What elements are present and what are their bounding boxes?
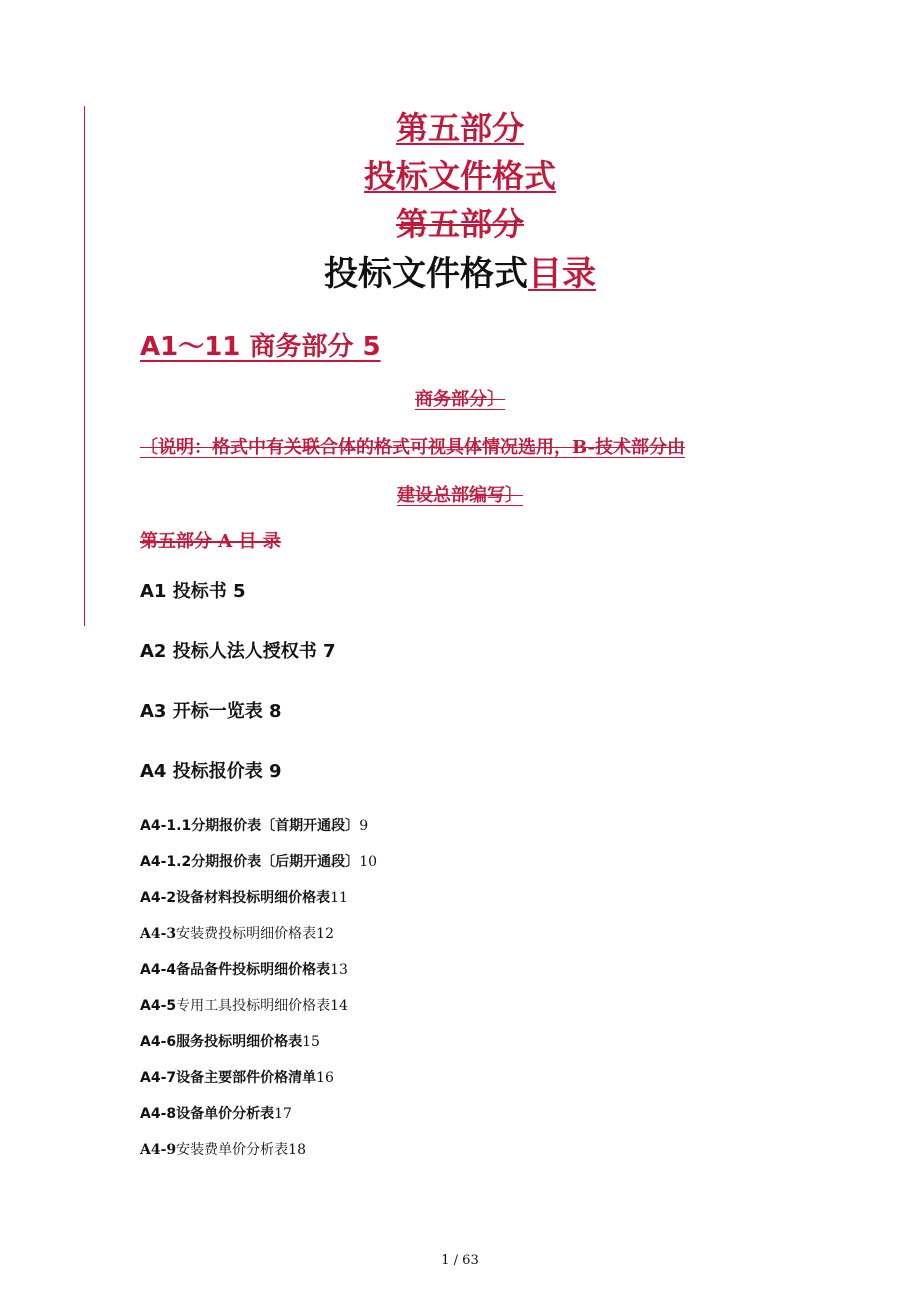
page-indicator: 1 / 63 xyxy=(441,1253,479,1268)
toc-code: A4-1.1 xyxy=(140,818,192,834)
toc-title xyxy=(0,254,920,294)
toc-sub-entry[interactable] xyxy=(140,852,377,872)
toc-title: 投标书 xyxy=(172,581,227,602)
toc-title: 安装费投标明细价格表 xyxy=(176,926,317,942)
deleted-note-line xyxy=(140,436,780,460)
deleted-note-line xyxy=(0,388,920,412)
toc-sub-entry[interactable] xyxy=(140,1140,306,1160)
toc-sub-entry[interactable] xyxy=(140,816,368,836)
deleted-text: 〔说明：格式中有关联合体的格式可视具体情况选用，B-技术部分由 xyxy=(140,437,686,458)
toc-title: 开标一览表 xyxy=(172,701,263,722)
toc-code: A1 xyxy=(140,581,167,602)
toc-title: 设备材料投标明细价格表 xyxy=(176,890,331,906)
toc-page: 17 xyxy=(274,1106,292,1122)
toc-code: A4 xyxy=(140,761,167,782)
toc-title: 专用工具投标明细价格表 xyxy=(176,998,331,1014)
title-deleted-part xyxy=(0,204,920,244)
toc-sub-entry[interactable] xyxy=(140,1068,334,1088)
toc-title: 服务投标明细价格表 xyxy=(176,1034,303,1050)
toc-title: 备品备件投标明细价格表 xyxy=(176,962,331,978)
toc-code: A4-3 xyxy=(140,926,177,942)
toc-sub-entry[interactable] xyxy=(140,924,334,944)
toc-code: A4-2 xyxy=(140,890,177,906)
toc-page: 10 xyxy=(359,854,378,870)
toc-page: 16 xyxy=(316,1070,334,1086)
toc-page: 11 xyxy=(330,890,348,906)
toc-code: A4-4 xyxy=(140,962,177,978)
toc-page: 12 xyxy=(316,926,334,942)
toc-page: 14 xyxy=(330,998,348,1014)
toc-title: 设备主要部件价格清单 xyxy=(176,1070,317,1086)
toc-code: A4-9 xyxy=(140,1142,177,1158)
toc-sub-entry[interactable] xyxy=(140,1032,320,1052)
section-heading-link[interactable]: A1～11 商务部分 5 xyxy=(140,332,381,362)
toc-title: 安装费单价分析表 xyxy=(176,1142,289,1158)
inserted-text: 投标文件格式 xyxy=(363,157,556,195)
toc-title: 投标人法人授权书 xyxy=(172,641,317,662)
title-inserted-part xyxy=(0,108,920,148)
toc-entry-a1[interactable] xyxy=(140,580,246,604)
deleted-text: 商务部分〕 xyxy=(415,389,505,410)
toc-entry-a3[interactable] xyxy=(140,700,282,724)
toc-code: A4-8 xyxy=(140,1106,177,1122)
deleted-toc-heading xyxy=(140,530,281,554)
toc-title: 设备单价分析表 xyxy=(176,1106,275,1122)
toc-sub-entry[interactable] xyxy=(140,888,348,908)
deleted-text: 第五部分 A 目 录 xyxy=(140,531,281,552)
toc-code: A2 xyxy=(140,641,167,662)
toc-page: 7 xyxy=(323,641,336,662)
toc-title: 分期报价表〔后期开通段〕 xyxy=(191,854,360,870)
toc-sub-entry[interactable] xyxy=(140,960,348,980)
toc-entry-a4[interactable] xyxy=(140,760,282,784)
toc-title: 投标报价表 xyxy=(172,761,263,782)
toc-page: 9 xyxy=(359,818,369,834)
toc-sub-entry[interactable] xyxy=(140,996,348,1016)
deleted-text: 第五部分 xyxy=(395,205,524,243)
toc-code: A4-1.2 xyxy=(140,854,192,870)
toc-code: A4-5 xyxy=(140,998,177,1014)
toc-sub-entry[interactable] xyxy=(140,1104,292,1124)
toc-page: 8 xyxy=(269,701,282,722)
toc-page: 15 xyxy=(302,1034,320,1050)
toc-title: 分期报价表〔首期开通段〕 xyxy=(191,818,360,834)
title-inserted-format xyxy=(0,156,920,196)
inserted-text: 第五部分 xyxy=(395,109,524,147)
deleted-text: 建设总部编写〕 xyxy=(397,485,523,506)
toc-page: 9 xyxy=(269,761,282,782)
deleted-note-line xyxy=(0,484,920,508)
inserted-text: 目录 xyxy=(528,254,596,294)
toc-entry-a2[interactable] xyxy=(140,640,336,664)
toc-page: 5 xyxy=(233,581,246,602)
toc-page: 13 xyxy=(330,962,348,978)
toc-code: A3 xyxy=(140,701,167,722)
toc-code: A4-6 xyxy=(140,1034,177,1050)
toc-title-text: 投标文件格式 xyxy=(324,254,528,294)
toc-page: 18 xyxy=(288,1142,306,1158)
toc-code: A4-7 xyxy=(140,1070,177,1086)
